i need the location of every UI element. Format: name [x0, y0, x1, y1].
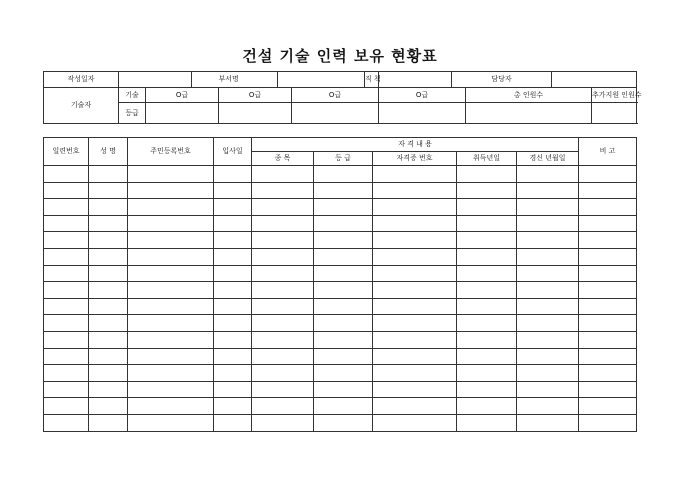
- table-cell[interactable]: [214, 166, 252, 183]
- table-cell[interactable]: [314, 166, 373, 183]
- table-cell[interactable]: [89, 265, 128, 282]
- table-cell[interactable]: [517, 282, 579, 299]
- table-cell[interactable]: [517, 331, 579, 348]
- table-cell[interactable]: [579, 414, 637, 431]
- table-cell[interactable]: [314, 182, 373, 199]
- table-cell[interactable]: [517, 166, 579, 183]
- table-cell[interactable]: [579, 365, 637, 382]
- table-cell[interactable]: [517, 199, 579, 216]
- department-value[interactable]: [278, 72, 365, 88]
- table-row: [44, 381, 637, 398]
- table-cell[interactable]: [128, 414, 214, 431]
- table-cell[interactable]: [128, 282, 214, 299]
- table-cell[interactable]: [457, 414, 517, 431]
- table-cell[interactable]: [373, 248, 457, 265]
- table-cell[interactable]: [44, 248, 89, 265]
- table-cell[interactable]: [44, 265, 89, 282]
- table-cell[interactable]: [579, 331, 637, 348]
- table-cell[interactable]: [44, 199, 89, 216]
- table-cell[interactable]: [457, 298, 517, 315]
- table-cell[interactable]: [579, 248, 637, 265]
- table-cell[interactable]: [128, 365, 214, 382]
- table-row: [44, 215, 637, 232]
- added-count-value[interactable]: [592, 103, 637, 124]
- table-cell[interactable]: [89, 331, 128, 348]
- table-cell[interactable]: [314, 348, 373, 365]
- qual-category-header: 종 목: [252, 152, 314, 166]
- table-cell[interactable]: [457, 199, 517, 216]
- table-cell[interactable]: [214, 414, 252, 431]
- table-cell[interactable]: [579, 298, 637, 315]
- table-cell[interactable]: [373, 348, 457, 365]
- table-cell[interactable]: [89, 315, 128, 332]
- grade-2-value[interactable]: [219, 103, 292, 124]
- table-cell[interactable]: [214, 365, 252, 382]
- table-cell[interactable]: [373, 199, 457, 216]
- table-cell[interactable]: [314, 365, 373, 382]
- table-cell[interactable]: [44, 381, 89, 398]
- table-row: [44, 166, 637, 183]
- table-cell[interactable]: [128, 166, 214, 183]
- table-cell[interactable]: [89, 348, 128, 365]
- roster-table: [43, 137, 637, 432]
- table-cell[interactable]: [214, 182, 252, 199]
- table-cell[interactable]: [579, 182, 637, 199]
- author-date-value[interactable]: [119, 72, 192, 88]
- position-value[interactable]: [379, 72, 452, 88]
- table-row: [44, 398, 637, 415]
- table-cell[interactable]: [457, 182, 517, 199]
- table-row: [44, 365, 637, 382]
- table-cell[interactable]: [373, 182, 457, 199]
- position-label: 직 책: [365, 72, 379, 88]
- name-header: 성 명: [89, 138, 128, 166]
- table-cell[interactable]: [128, 298, 214, 315]
- table-cell[interactable]: [128, 265, 214, 282]
- table-cell[interactable]: [89, 199, 128, 216]
- table-cell[interactable]: [517, 365, 579, 382]
- table-cell[interactable]: [457, 248, 517, 265]
- table-cell[interactable]: [579, 348, 637, 365]
- total-count-label: 총 인원수: [466, 88, 592, 103]
- table-cell[interactable]: [373, 215, 457, 232]
- table-cell[interactable]: [89, 381, 128, 398]
- table-cell[interactable]: [44, 348, 89, 365]
- table-cell[interactable]: [89, 298, 128, 315]
- table-cell[interactable]: [252, 199, 314, 216]
- qual-acquired-header: 취득년일: [457, 152, 517, 166]
- table-cell[interactable]: [44, 414, 89, 431]
- table-cell[interactable]: [89, 414, 128, 431]
- table-cell[interactable]: [214, 331, 252, 348]
- department-label: 부서명: [219, 72, 278, 88]
- table-cell[interactable]: [44, 365, 89, 382]
- spacer: [192, 72, 219, 88]
- author-date-label: 작성일자: [44, 72, 119, 88]
- table-cell[interactable]: [214, 215, 252, 232]
- table-cell[interactable]: [517, 315, 579, 332]
- table-cell[interactable]: [214, 248, 252, 265]
- table-cell[interactable]: [252, 381, 314, 398]
- table-cell[interactable]: [214, 348, 252, 365]
- table-row: [44, 331, 637, 348]
- table-cell[interactable]: [44, 315, 89, 332]
- table-cell[interactable]: [579, 215, 637, 232]
- table-cell[interactable]: [517, 232, 579, 249]
- table-row: [44, 298, 637, 315]
- table-cell[interactable]: [89, 398, 128, 415]
- table-cell[interactable]: [314, 381, 373, 398]
- table-cell[interactable]: [457, 381, 517, 398]
- table-cell[interactable]: [128, 315, 214, 332]
- table-cell[interactable]: [373, 232, 457, 249]
- table-cell[interactable]: [252, 166, 314, 183]
- table-cell[interactable]: [517, 248, 579, 265]
- serial-header: 일련번호: [44, 138, 89, 166]
- table-cell[interactable]: [214, 315, 252, 332]
- table-row: [44, 414, 637, 431]
- table-cell[interactable]: [44, 398, 89, 415]
- table-cell[interactable]: [214, 398, 252, 415]
- table-cell[interactable]: [457, 215, 517, 232]
- table-cell[interactable]: [517, 398, 579, 415]
- technician-label: 기술자: [44, 88, 119, 124]
- table-cell[interactable]: [373, 398, 457, 415]
- table-cell[interactable]: [314, 282, 373, 299]
- table-cell[interactable]: [373, 298, 457, 315]
- table-cell[interactable]: [252, 215, 314, 232]
- table-row: [44, 248, 637, 265]
- table-cell[interactable]: [128, 232, 214, 249]
- table-cell[interactable]: [457, 282, 517, 299]
- table-cell[interactable]: [252, 331, 314, 348]
- table-cell[interactable]: [517, 215, 579, 232]
- added-count-label: 추가지원 인원수: [592, 88, 637, 103]
- table-cell[interactable]: [128, 331, 214, 348]
- table-cell[interactable]: [128, 215, 214, 232]
- table-cell[interactable]: [128, 182, 214, 199]
- grade-4: O급: [379, 88, 466, 103]
- table-cell[interactable]: [579, 166, 637, 183]
- table-cell[interactable]: [457, 398, 517, 415]
- table-cell[interactable]: [128, 199, 214, 216]
- table-cell[interactable]: [44, 282, 89, 299]
- grade-label: 등급: [119, 103, 146, 124]
- table-row: [44, 348, 637, 365]
- table-cell[interactable]: [214, 232, 252, 249]
- table-cell[interactable]: [252, 248, 314, 265]
- table-cell[interactable]: [517, 381, 579, 398]
- table-cell[interactable]: [373, 315, 457, 332]
- table-cell[interactable]: [457, 365, 517, 382]
- table-cell[interactable]: [579, 232, 637, 249]
- table-cell[interactable]: [373, 265, 457, 282]
- table-cell[interactable]: [89, 182, 128, 199]
- table-cell[interactable]: [252, 348, 314, 365]
- table-cell[interactable]: [314, 298, 373, 315]
- table-cell[interactable]: [44, 182, 89, 199]
- table-cell[interactable]: [314, 331, 373, 348]
- table-cell[interactable]: [517, 348, 579, 365]
- table-cell[interactable]: [252, 398, 314, 415]
- grade-2: O급: [219, 88, 292, 103]
- table-cell[interactable]: [89, 232, 128, 249]
- grade-1: O급: [146, 88, 219, 103]
- qual-renewal-header: 경신 년월일: [517, 152, 579, 166]
- table-cell[interactable]: [457, 315, 517, 332]
- table-row: [44, 232, 637, 249]
- table-row: [44, 265, 637, 282]
- table-cell[interactable]: [579, 282, 637, 299]
- table-cell[interactable]: [373, 381, 457, 398]
- table-cell[interactable]: [579, 381, 637, 398]
- table-cell[interactable]: [457, 265, 517, 282]
- table-cell[interactable]: [44, 298, 89, 315]
- table-cell[interactable]: [457, 166, 517, 183]
- join-date-header: 입사일: [214, 138, 252, 166]
- qualification-header: 자 격 내 용: [252, 138, 579, 152]
- table-cell[interactable]: [252, 298, 314, 315]
- table-cell[interactable]: [517, 265, 579, 282]
- table-cell[interactable]: [252, 365, 314, 382]
- table-cell[interactable]: [128, 381, 214, 398]
- qual-grade-header: 등 급: [314, 152, 373, 166]
- table-cell[interactable]: [214, 282, 252, 299]
- table-cell[interactable]: [373, 282, 457, 299]
- table-cell[interactable]: [579, 199, 637, 216]
- table-cell[interactable]: [314, 315, 373, 332]
- table-row: [44, 282, 637, 299]
- tech-label: 기술: [119, 88, 146, 103]
- table-cell[interactable]: [373, 166, 457, 183]
- grade-3: O급: [292, 88, 379, 103]
- table-cell[interactable]: [373, 331, 457, 348]
- table-row: [44, 315, 637, 332]
- table-cell[interactable]: [314, 398, 373, 415]
- remark-header: 비 고: [579, 138, 637, 166]
- table-cell[interactable]: [517, 414, 579, 431]
- table-cell[interactable]: [214, 298, 252, 315]
- table-cell[interactable]: [44, 215, 89, 232]
- table-cell[interactable]: [128, 248, 214, 265]
- table-cell[interactable]: [214, 381, 252, 398]
- table-cell[interactable]: [44, 331, 89, 348]
- table-row: [44, 199, 637, 216]
- grade-1-value[interactable]: [146, 103, 219, 124]
- table-cell[interactable]: [252, 232, 314, 249]
- table-cell[interactable]: [314, 215, 373, 232]
- table-cell[interactable]: [579, 315, 637, 332]
- table-cell[interactable]: [44, 232, 89, 249]
- table-cell[interactable]: [457, 348, 517, 365]
- table-cell[interactable]: [373, 365, 457, 382]
- table-cell[interactable]: [214, 199, 252, 216]
- table-cell[interactable]: [579, 265, 637, 282]
- table-cell[interactable]: [517, 298, 579, 315]
- table-cell[interactable]: [89, 166, 128, 183]
- table-cell[interactable]: [89, 215, 128, 232]
- manager-label: 담당자: [452, 72, 552, 88]
- table-cell[interactable]: [89, 365, 128, 382]
- table-cell[interactable]: [128, 348, 214, 365]
- total-count-value[interactable]: [466, 103, 592, 124]
- table-cell[interactable]: [457, 331, 517, 348]
- table-cell[interactable]: [214, 265, 252, 282]
- table-cell[interactable]: [89, 282, 128, 299]
- page-title: 건설 기술 인력 보유 현황표: [242, 47, 438, 65]
- manager-value[interactable]: [552, 72, 637, 88]
- table-cell[interactable]: [252, 265, 314, 282]
- table-cell[interactable]: [457, 232, 517, 249]
- table-cell[interactable]: [517, 182, 579, 199]
- table-cell[interactable]: [252, 315, 314, 332]
- grade-4-value[interactable]: [379, 103, 466, 124]
- grade-3-value[interactable]: [292, 103, 379, 124]
- table-cell[interactable]: [579, 398, 637, 415]
- table-cell[interactable]: [314, 232, 373, 249]
- table-cell[interactable]: [128, 398, 214, 415]
- table-cell[interactable]: [314, 248, 373, 265]
- table-cell[interactable]: [373, 414, 457, 431]
- resident-no-header: 주민등록번호: [128, 138, 214, 166]
- table-cell[interactable]: [252, 414, 314, 431]
- table-cell[interactable]: [44, 166, 89, 183]
- table-cell[interactable]: [89, 248, 128, 265]
- table-cell[interactable]: [252, 282, 314, 299]
- info-table: [43, 71, 642, 124]
- table-cell[interactable]: [252, 182, 314, 199]
- table-row: [44, 182, 637, 199]
- table-cell[interactable]: [314, 414, 373, 431]
- qual-cert-no-header: 자격증 번호: [373, 152, 457, 166]
- table-cell[interactable]: [314, 199, 373, 216]
- table-cell[interactable]: [314, 265, 373, 282]
